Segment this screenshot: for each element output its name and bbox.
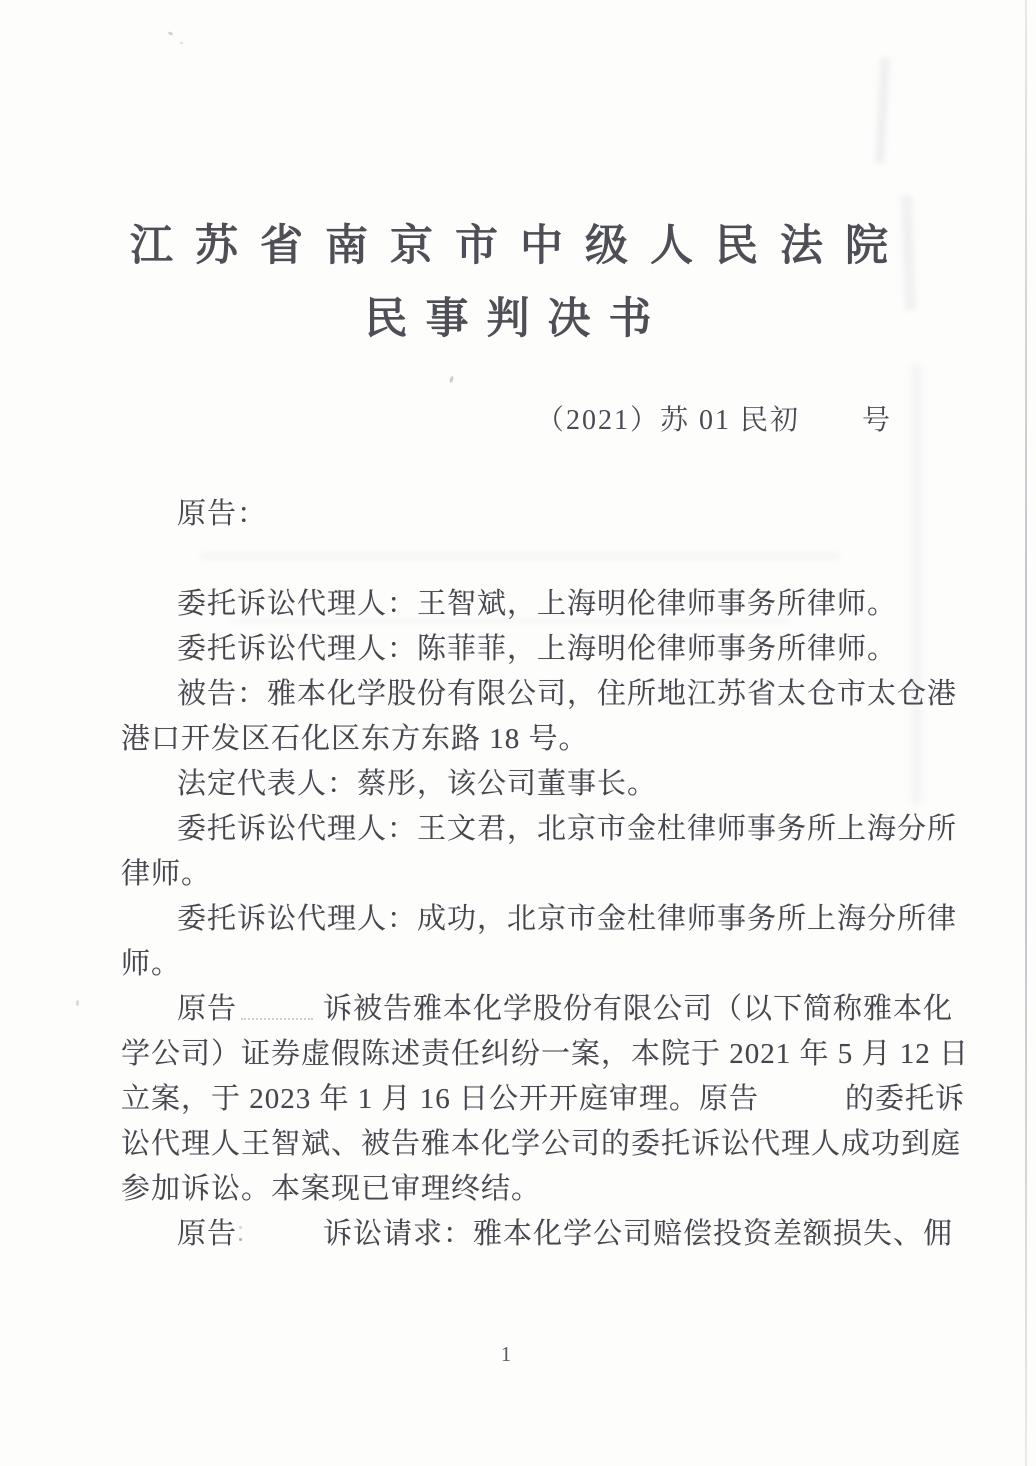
case-number-prefix: （2021）苏 01 民初 <box>535 405 800 436</box>
scan-speck <box>449 376 454 384</box>
judgment-body <box>121 492 970 1257</box>
plaintiff-agent-line-2: 委托诉讼代理人：陈菲菲，上海明伦律师事务所律师。 <box>177 633 898 665</box>
case-intro-line-1-post: 诉被告雅本化学股份有限公司（以下简称雅本化 <box>323 993 954 1025</box>
redacted-plaintiff-name <box>237 1233 323 1243</box>
defendant-agent-line-1-cont: 律师。 <box>121 858 212 890</box>
defendant-agent-line-2: 委托诉讼代理人：成功，北京市金杜律师事务所上海分所律 <box>177 903 958 935</box>
defendant-agent-line-2-cont: 师。 <box>121 948 182 980</box>
case-number-suffix: 号 <box>861 405 892 436</box>
scan-speck <box>76 1000 79 1006</box>
case-intro-line-2: 学公司）证券虚假陈述责任纠纷一案，本院于 2021 年 5 月 12 日 <box>121 1038 970 1070</box>
claims-line-1-post: 诉讼请求：雅本化学公司赔偿投资差额损失、佣 <box>323 1218 954 1250</box>
claims-line-1-pre: 原告 <box>177 1218 238 1250</box>
case-intro-line-3-pre: 立案，于 2023 年 1 月 16 日公开开庭审理。原告 <box>121 1083 760 1115</box>
defendant-line: 被告：雅本化学股份有限公司，住所地江苏省太仓市太仓港 <box>177 678 958 710</box>
plaintiff-agent-line-1: 委托诉讼代理人：王智斌，上海明伦律师事务所律师。 <box>177 588 898 620</box>
legal-representative-line: 法定代表人：蔡彤，该公司董事长。 <box>177 768 658 800</box>
court-name-heading: 江苏省南京市中级人民法院 <box>130 222 910 270</box>
document-type-heading: 民事判决书 <box>364 295 670 343</box>
case-intro-line-3 <box>121 1077 966 1122</box>
claims-line-1 <box>121 1212 954 1257</box>
redacted-plaintiff-name <box>759 1098 845 1108</box>
scan-smudge <box>875 58 889 163</box>
defendant-agent-line-1: 委托诉讼代理人：王文君，北京市金杜律师事务所上海分所 <box>177 813 958 845</box>
scan-edge-line <box>1025 0 1027 1466</box>
case-number-line <box>120 398 892 438</box>
redacted-plaintiff-name <box>237 1008 323 1018</box>
case-intro-line-1-pre: 原告 <box>177 993 238 1025</box>
erased-text-smudge <box>230 618 790 624</box>
scan-speck <box>180 42 183 44</box>
case-intro-line-1 <box>121 987 954 1032</box>
case-intro-line-4: 讼代理人王智斌、被告雅本化学公司的委托诉讼代理人成功到庭 <box>121 1128 962 1160</box>
erased-text-smudge <box>200 552 840 561</box>
scan-speck <box>168 31 174 36</box>
case-intro-line-3-post: 的委托诉 <box>845 1083 966 1115</box>
defendant-address-line: 港口开发区石化区东方东路 18 号。 <box>121 723 589 755</box>
scan-smudge <box>912 365 921 805</box>
plaintiff-line: 原告： <box>177 498 268 530</box>
case-intro-line-5: 参加诉讼。本案现已审理终结。 <box>121 1173 542 1205</box>
page-number: 1 <box>500 1342 512 1366</box>
